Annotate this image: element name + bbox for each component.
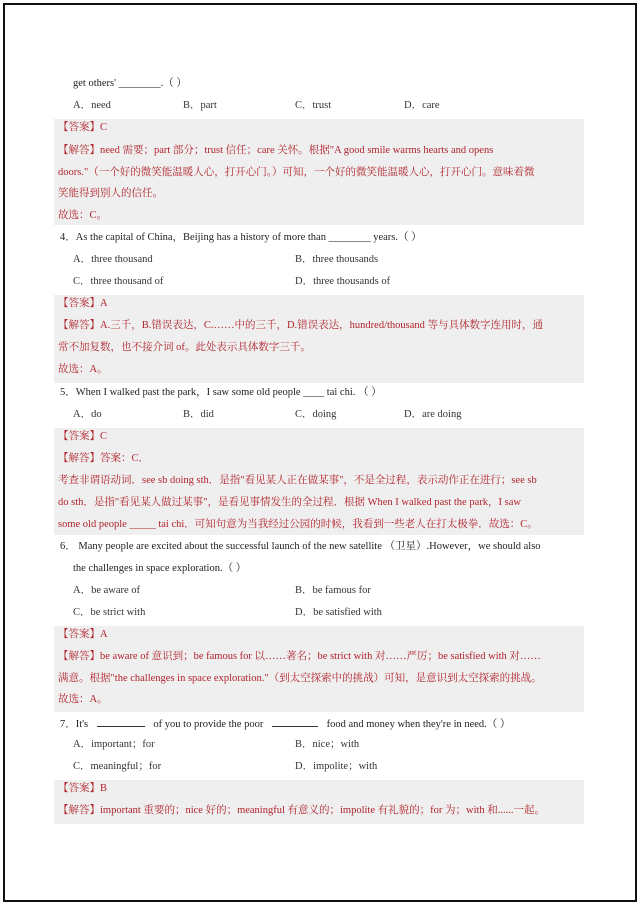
q7-option-c: C．meaningful；for (73, 761, 162, 772)
q6-expl-2: 满意。根据"the challenges in space exploration."（到太空探索中的挑战）可知，是意识到太空探索的挑战。 (58, 673, 542, 684)
q6-expl-3: 故选：A。 (58, 694, 108, 705)
q5-expl-1: 考查非谓语动词．see sb doing sth．是指"看见某人正在做某事"，不是全过程，表示动作正在进行；see sb (58, 475, 537, 486)
q6-expl-1: 【解答】be aware of 意识到；be famous for 以……著名；be strict with 对……严厉；be satisfied with 对…… (58, 651, 541, 662)
q3-answer: 【答案】C (58, 122, 108, 133)
q3-option-b: B．part (183, 100, 217, 111)
q7-option-d: D．impolite；with (295, 761, 378, 772)
q4-answer: 【答案】A (58, 298, 108, 309)
q5-expl-2: do sth．是指"看见某人做过某事"，是看见事情发生的全过程．根据 When I walked past the park，I saw (58, 497, 521, 508)
q3-option-a: A．need (73, 100, 111, 111)
q3-option-d: D．care (404, 100, 440, 111)
q7-stem-a: 7．It's (60, 719, 89, 730)
q6-answer-block (54, 626, 584, 712)
q7-stem-b: of you to provide the poor (153, 719, 264, 730)
q4-stem: 4．As the capital of China，Beijing has a history of more than ________ years.（ ） (60, 232, 422, 243)
q6-stem-1: 6． Many people are excited about the successful launch of the new satellite （卫星）.However，we should also (60, 541, 541, 552)
q3-expl-1: 【解答】need 需要；part 部分；trust 信任；care 关怀。根据"A good smile warms hearts and opens (58, 145, 494, 156)
q5-option-d: D．are doing (404, 409, 462, 420)
q4-option-d: D．three thousands of (295, 276, 391, 287)
q7-stem (60, 716, 510, 732)
q5-option-c: C．doing (295, 409, 337, 420)
q4-option-a: A．three thousand (73, 254, 153, 265)
q3-expl-3: 笑能得到别人的信任。 (58, 188, 163, 199)
q5-answer-block (54, 428, 584, 535)
q6-option-b: B．be famous for (295, 585, 371, 596)
q7-blank-1 (97, 716, 145, 727)
q6-stem-2: the challenges in space exploration.（ ） (73, 563, 247, 574)
q4-answer-block (54, 295, 584, 383)
q5-stem: 5．When I walked past the park，I saw some old people ____ tai chi. （ ） (60, 387, 382, 398)
q3-option-c: C．trust (295, 100, 332, 111)
q3-stem: get others' ________.（ ） (73, 78, 187, 89)
q5-expl-3: some old people _____ tai chi．可知句意为当我经过公园的时候，我看到一些老人在打太极拳．故选：C。 (58, 519, 538, 530)
q7-blank-2 (272, 716, 318, 727)
q7-option-b: B．nice；with (295, 739, 360, 750)
q3-expl-4: 故选：C。 (58, 210, 108, 221)
q3-expl-2: doors."（一个好的微笑能温暖人心，打开心门。）可知，一个好的微笑能温暖人心，打开心门。意味着微 (58, 167, 535, 178)
q7-expl-1: 【解答】important 重要的；nice 好的；meaningful 有意义的；impolite 有礼貌的；for 为；with 和......一起。 (58, 805, 546, 816)
q7-answer-block (54, 780, 584, 824)
q4-option-c: C．three thousand of (73, 276, 164, 287)
q6-option-c: C．be strict with (73, 607, 146, 618)
q5-answer: 【答案】C (58, 431, 108, 442)
q4-expl-1: 【解答】A.三千，B.错误表达，C.……中的三千，D.错误表达，hundred/thousand 等与具体数字连用时，通 (58, 320, 544, 331)
q4-option-b: B．three thousands (295, 254, 379, 265)
q5-option-a: A．do (73, 409, 102, 420)
q5-expl-head: 【解答】答案：C． (58, 453, 150, 464)
q6-answer: 【答案】A (58, 629, 108, 640)
q3-answer-block (54, 119, 584, 225)
q6-option-a: A．be aware of (73, 585, 141, 596)
q4-expl-3: 故选：A。 (58, 364, 108, 375)
q6-option-d: D．be satisfied with (295, 607, 382, 618)
q7-answer: 【答案】B (58, 783, 108, 794)
q7-option-a: A．important；for (73, 739, 155, 750)
q5-option-b: B．did (183, 409, 214, 420)
q7-stem-c: food and money when they're in need.（ ） (326, 719, 511, 730)
q4-expl-2: 常不加复数，也不接介词 of。此处表示具体数字三千。 (58, 342, 311, 353)
